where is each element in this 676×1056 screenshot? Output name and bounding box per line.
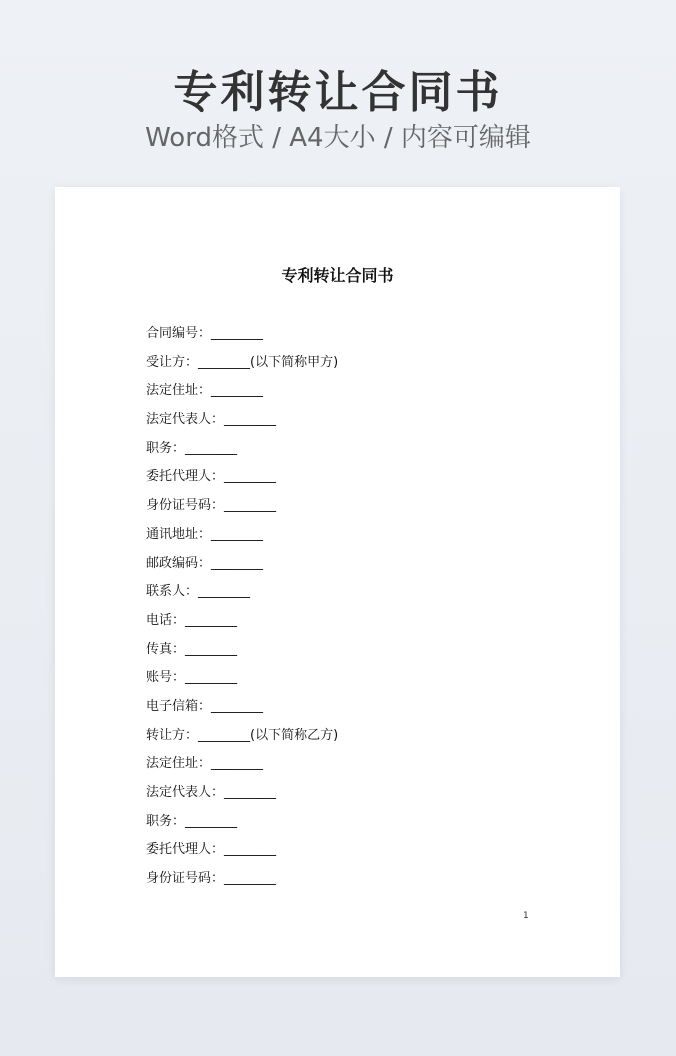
field-transferee: 受让方：________(以下简称甲方) — [146, 354, 339, 370]
field-position: 职务：________ — [146, 813, 238, 829]
field-legal-representative: 法定代表人：________ — [146, 785, 277, 800]
banner-title: 专利转让合同书 — [173, 67, 503, 118]
field-authorized-agent: 委托代理人：________ — [146, 842, 277, 858]
field-legal-representative: 法定代表人：________ — [146, 412, 277, 428]
field-transferor: 转让方：________(以下简称乙方) — [146, 727, 339, 743]
banner-subtitle: Word格式 / A4大小 / 内容可编辑 — [145, 123, 531, 153]
page-number: 1 — [523, 911, 529, 921]
field-postal-code: 邮政编码：________ — [146, 555, 264, 571]
field-legal-address: 法定住址：________ — [146, 383, 264, 399]
field-id-number: 身份证号码：________ — [146, 871, 277, 887]
field-contact-person: 联系人：________ — [146, 584, 251, 600]
document-title: 专利转让合同书 — [281, 266, 394, 285]
field-mailing-address: 通讯地址：________ — [146, 526, 264, 542]
field-phone: 电话：________ — [146, 612, 238, 628]
field-fax: 传真：________ — [146, 641, 238, 657]
field-legal-address: 法定住址：________ — [146, 756, 264, 772]
document-page — [55, 187, 620, 977]
field-contract-number: 合同编号：________ — [146, 326, 264, 341]
field-account: 账号：________ — [146, 670, 238, 686]
field-position: 职务：________ — [146, 440, 238, 456]
contract-field-list — [146, 323, 338, 897]
field-authorized-agent: 委托代理人：________ — [146, 469, 277, 485]
field-email: 电子信箱：________ — [146, 698, 264, 714]
field-id-number: 身份证号码：________ — [146, 498, 277, 514]
